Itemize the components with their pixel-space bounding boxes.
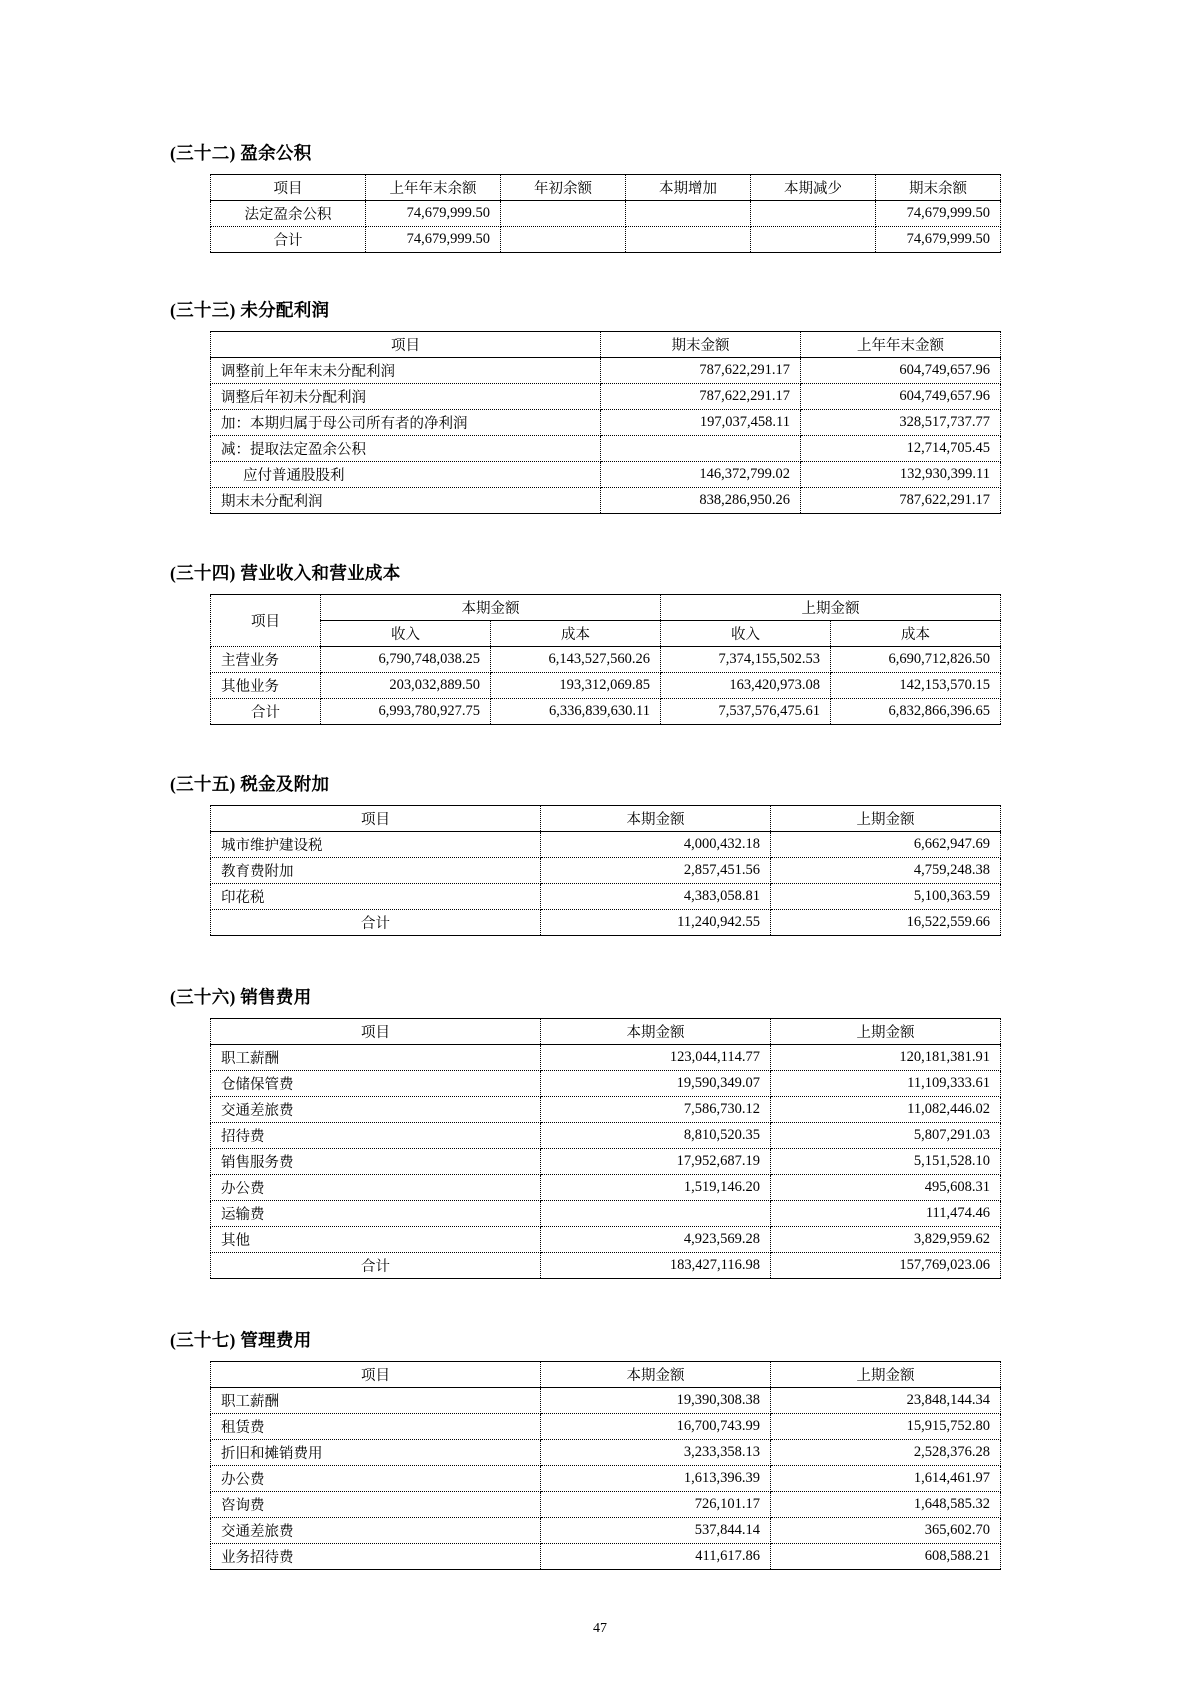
cell-value: 132,930,399.11 [801, 462, 1001, 488]
cell-value: 7,586,730.12 [541, 1097, 771, 1123]
cell-value [626, 227, 751, 253]
col-header: 期末余额 [876, 175, 1001, 201]
cell-value: 726,101.17 [541, 1492, 771, 1518]
cell-value: 604,749,657.96 [801, 358, 1001, 384]
col-header: 成本 [831, 621, 1001, 647]
cell-value: 3,233,358.13 [541, 1440, 771, 1466]
cell-item: 办公费 [211, 1466, 541, 1492]
col-header: 收入 [661, 621, 831, 647]
cell-value [751, 227, 876, 253]
cell-value: 183,427,116.98 [541, 1253, 771, 1279]
table-row [211, 1097, 1001, 1123]
cell-value: 74,679,999.50 [876, 201, 1001, 227]
col-header: 项目 [211, 332, 601, 358]
cell-value: 17,952,687.19 [541, 1149, 771, 1175]
table-row [211, 436, 1001, 462]
section-revenue-cost [170, 560, 1030, 725]
cell-item: 减：提取法定盈余公积 [211, 436, 601, 462]
cell-item: 调整后年初未分配利润 [211, 384, 601, 410]
section-title: (三十三) 未分配利润 [170, 300, 330, 320]
cell-value: 111,474.46 [771, 1201, 1001, 1227]
col-header: 项目 [211, 806, 541, 832]
section-title: (三十四) 营业收入和营业成本 [170, 563, 401, 583]
cell-item: 调整前上年年末未分配利润 [211, 358, 601, 384]
cell-value [501, 201, 626, 227]
table-row [211, 832, 1001, 858]
table-row [211, 1492, 1001, 1518]
cell-value: 193,312,069.85 [491, 673, 661, 699]
cell-value [501, 227, 626, 253]
cell-item: 仓储保管费 [211, 1071, 541, 1097]
cell-value: 328,517,737.77 [801, 410, 1001, 436]
cell-value: 608,588.21 [771, 1544, 1001, 1570]
table-undistributed-profit [210, 331, 1001, 514]
col-header: 上年年末金额 [801, 332, 1001, 358]
table-row [211, 1175, 1001, 1201]
cell-value: 74,679,999.50 [366, 227, 501, 253]
col-header-group: 上期金额 [661, 595, 1001, 621]
cell-value: 1,614,461.97 [771, 1466, 1001, 1492]
col-header: 项目 [211, 1019, 541, 1045]
section-taxes-surcharges [170, 771, 1030, 936]
table-row [211, 462, 1001, 488]
cell-value: 23,848,144.34 [771, 1388, 1001, 1414]
cell-value: 495,608.31 [771, 1175, 1001, 1201]
cell-value: 19,390,308.38 [541, 1388, 771, 1414]
cell-item: 合计 [211, 227, 366, 253]
cell-value: 123,044,114.77 [541, 1045, 771, 1071]
cell-item: 职工薪酬 [211, 1388, 541, 1414]
cell-value: 1,648,585.32 [771, 1492, 1001, 1518]
cell-item: 其他业务 [211, 673, 321, 699]
col-header: 成本 [491, 621, 661, 647]
cell-item: 合计 [211, 910, 541, 936]
section-title: (三十七) 管理费用 [170, 1330, 312, 1350]
page-number: 47 [593, 1621, 607, 1636]
cell-item: 运输费 [211, 1201, 541, 1227]
cell-value: 8,810,520.35 [541, 1123, 771, 1149]
table-row [211, 384, 1001, 410]
cell-value: 12,714,705.45 [801, 436, 1001, 462]
col-header-group: 本期金额 [321, 595, 661, 621]
table-row [211, 910, 1001, 936]
cell-value: 5,151,528.10 [771, 1149, 1001, 1175]
cell-value: 6,832,866,396.65 [831, 699, 1001, 725]
cell-value: 787,622,291.17 [801, 488, 1001, 514]
cell-value: 365,602.70 [771, 1518, 1001, 1544]
cell-value: 4,383,058.81 [541, 884, 771, 910]
table-row [211, 488, 1001, 514]
cell-item: 合计 [211, 699, 321, 725]
cell-value: 11,240,942.55 [541, 910, 771, 936]
cell-value: 157,769,023.06 [771, 1253, 1001, 1279]
table-row [211, 1544, 1001, 1570]
table-row [211, 358, 1001, 384]
col-header: 上年年末余额 [366, 175, 501, 201]
cell-item: 办公费 [211, 1175, 541, 1201]
cell-value: 1,613,396.39 [541, 1466, 771, 1492]
section-selling-expenses [170, 984, 1030, 1279]
cell-value: 411,617.86 [541, 1544, 771, 1570]
cell-item: 职工薪酬 [211, 1045, 541, 1071]
cell-value: 2,857,451.56 [541, 858, 771, 884]
table-row [211, 1414, 1001, 1440]
cell-value: 203,032,889.50 [321, 673, 491, 699]
cell-item: 主营业务 [211, 647, 321, 673]
cell-value: 604,749,657.96 [801, 384, 1001, 410]
cell-item: 教育费附加 [211, 858, 541, 884]
section-title: (三十二) 盈余公积 [170, 143, 312, 163]
cell-value: 6,790,748,038.25 [321, 647, 491, 673]
cell-value [601, 436, 801, 462]
table-row [211, 647, 1001, 673]
cell-item: 加：本期归属于母公司所有者的净利润 [211, 410, 601, 436]
col-header: 本期金额 [541, 806, 771, 832]
cell-item: 销售服务费 [211, 1149, 541, 1175]
cell-value: 838,286,950.26 [601, 488, 801, 514]
table-row [211, 1253, 1001, 1279]
cell-value: 787,622,291.17 [601, 384, 801, 410]
cell-item: 折旧和摊销费用 [211, 1440, 541, 1466]
col-header: 上期金额 [771, 806, 1001, 832]
cell-item: 招待费 [211, 1123, 541, 1149]
section-undistributed-profit [170, 297, 1030, 514]
cell-value: 74,679,999.50 [876, 227, 1001, 253]
cell-value: 787,622,291.17 [601, 358, 801, 384]
cell-item: 其他 [211, 1227, 541, 1253]
cell-value: 16,522,559.66 [771, 910, 1001, 936]
cell-value: 197,037,458.11 [601, 410, 801, 436]
section-title: (三十六) 销售费用 [170, 987, 312, 1007]
col-header: 项目 [211, 175, 366, 201]
table-row [211, 1518, 1001, 1544]
col-header: 期末金额 [601, 332, 801, 358]
table-selling-expenses [210, 1018, 1001, 1279]
table-row [211, 1466, 1001, 1492]
section-title: (三十五) 税金及附加 [170, 774, 330, 794]
cell-value: 1,519,146.20 [541, 1175, 771, 1201]
cell-value: 537,844.14 [541, 1518, 771, 1544]
col-header: 项目 [211, 1362, 541, 1388]
cell-value: 6,662,947.69 [771, 832, 1001, 858]
table-admin-expenses [210, 1361, 1001, 1570]
col-header: 项目 [211, 595, 321, 647]
section-surplus-reserve [170, 140, 1030, 253]
cell-value: 2,528,376.28 [771, 1440, 1001, 1466]
table-row [211, 1201, 1001, 1227]
table-row [211, 1440, 1001, 1466]
cell-value: 11,082,446.02 [771, 1097, 1001, 1123]
cell-value: 11,109,333.61 [771, 1071, 1001, 1097]
table-revenue-cost [210, 594, 1001, 725]
cell-item: 租赁费 [211, 1414, 541, 1440]
col-header: 本期增加 [626, 175, 751, 201]
cell-value: 3,829,959.62 [771, 1227, 1001, 1253]
cell-value: 6,336,839,630.11 [491, 699, 661, 725]
table-row [211, 227, 1001, 253]
cell-value: 16,700,743.99 [541, 1414, 771, 1440]
cell-item: 法定盈余公积 [211, 201, 366, 227]
cell-item: 交通差旅费 [211, 1097, 541, 1123]
cell-value: 146,372,799.02 [601, 462, 801, 488]
cell-value: 4,923,569.28 [541, 1227, 771, 1253]
cell-value: 15,915,752.80 [771, 1414, 1001, 1440]
table-row [211, 858, 1001, 884]
cell-value [541, 1201, 771, 1227]
cell-value: 6,143,527,560.26 [491, 647, 661, 673]
col-header: 本期金额 [541, 1019, 771, 1045]
section-admin-expenses [170, 1327, 1030, 1570]
table-row [211, 201, 1001, 227]
cell-value: 163,420,973.08 [661, 673, 831, 699]
cell-value: 5,807,291.03 [771, 1123, 1001, 1149]
cell-value [751, 201, 876, 227]
cell-value: 4,000,432.18 [541, 832, 771, 858]
cell-value: 4,759,248.38 [771, 858, 1001, 884]
table-row [211, 884, 1001, 910]
table-row [211, 1388, 1001, 1414]
col-header: 上期金额 [771, 1019, 1001, 1045]
table-surplus-reserve [210, 174, 1001, 253]
table-row [211, 410, 1001, 436]
table-row [211, 1149, 1001, 1175]
cell-value: 74,679,999.50 [366, 201, 501, 227]
cell-value: 6,690,712,826.50 [831, 647, 1001, 673]
table-row [211, 1071, 1001, 1097]
cell-item: 期末未分配利润 [211, 488, 601, 514]
col-header: 上期金额 [771, 1362, 1001, 1388]
table-taxes-surcharges [210, 805, 1001, 936]
cell-value [626, 201, 751, 227]
cell-item: 咨询费 [211, 1492, 541, 1518]
cell-value: 120,181,381.91 [771, 1045, 1001, 1071]
cell-item: 交通差旅费 [211, 1518, 541, 1544]
cell-value: 5,100,363.59 [771, 884, 1001, 910]
table-row [211, 673, 1001, 699]
cell-value: 6,993,780,927.75 [321, 699, 491, 725]
table-row [211, 1227, 1001, 1253]
cell-item: 业务招待费 [211, 1544, 541, 1570]
col-header: 年初余额 [501, 175, 626, 201]
cell-value: 7,374,155,502.53 [661, 647, 831, 673]
table-row [211, 1123, 1001, 1149]
col-header: 收入 [321, 621, 491, 647]
cell-value: 7,537,576,475.61 [661, 699, 831, 725]
col-header: 本期金额 [541, 1362, 771, 1388]
col-header: 本期减少 [751, 175, 876, 201]
cell-item: 印花税 [211, 884, 541, 910]
cell-item: 城市维护建设税 [211, 832, 541, 858]
cell-value: 142,153,570.15 [831, 673, 1001, 699]
cell-item: 合计 [211, 1253, 541, 1279]
table-row [211, 699, 1001, 725]
cell-value: 19,590,349.07 [541, 1071, 771, 1097]
cell-item: 应付普通股股利 [211, 462, 601, 488]
table-row [211, 1045, 1001, 1071]
